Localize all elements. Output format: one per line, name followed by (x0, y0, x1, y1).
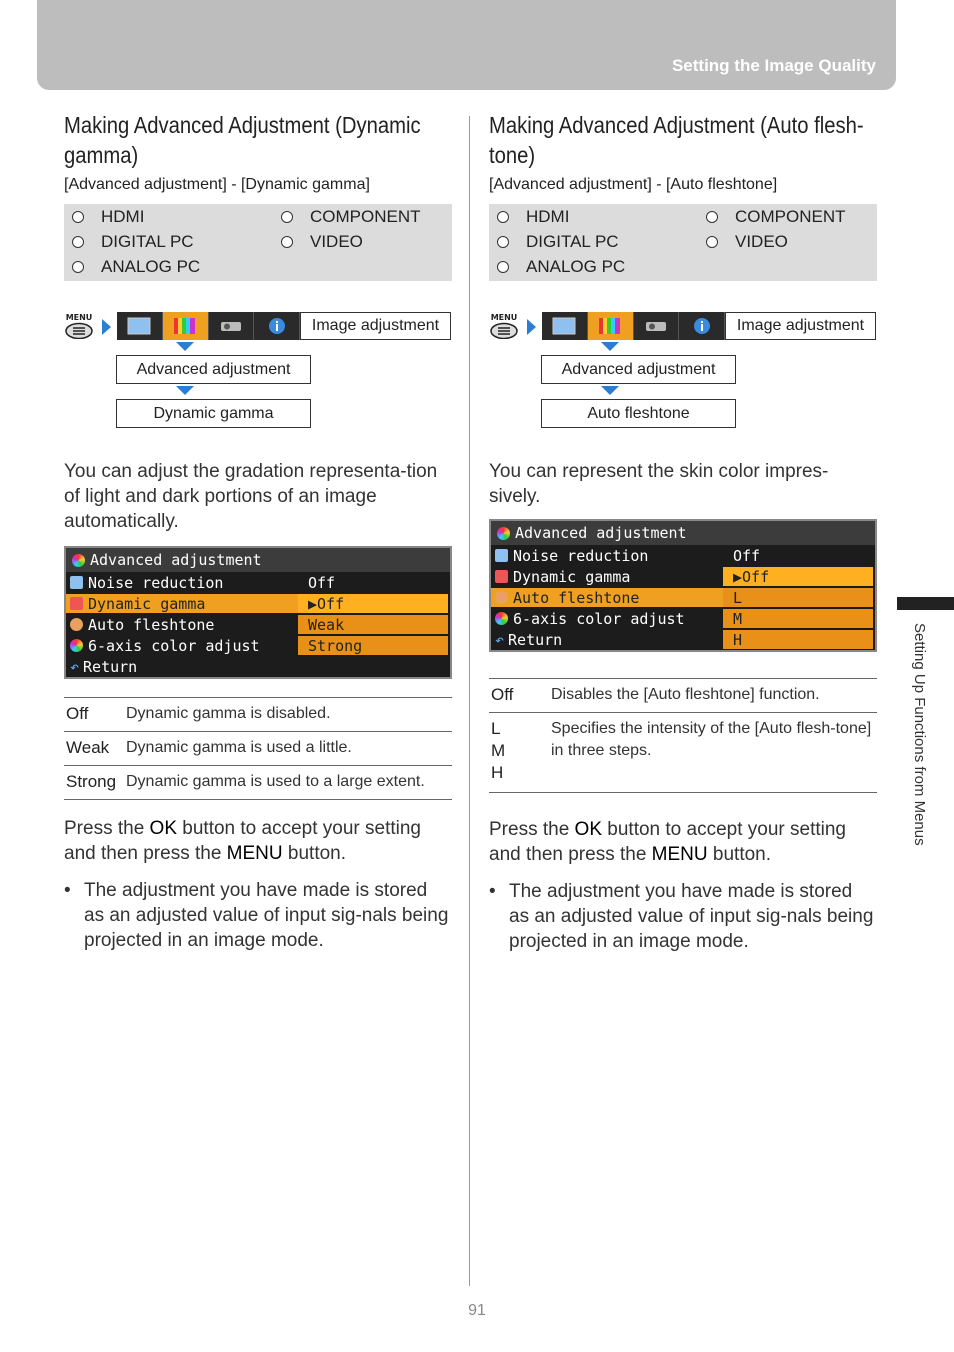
input-analog-pc: ANALOG PC (497, 255, 625, 279)
input-digital-pc: DIGITAL PC (497, 230, 619, 254)
arrow-down-icon (601, 386, 619, 395)
press-instructions: Press the OK button to accept your setting and then press the MENU button. (489, 819, 846, 865)
menu-step-target: Auto fleshtone (541, 399, 736, 428)
menu-path-text: [Advanced adjustment] - [Auto fleshtone] (489, 176, 778, 193)
gamma-icon (495, 570, 508, 583)
radio-icon (72, 211, 84, 223)
input-analog-pc: ANALOG PC (72, 255, 200, 279)
osd-row: ↶ Return H (491, 629, 875, 650)
input-hdmi: HDMI (72, 205, 144, 229)
tab-info-icon (679, 312, 725, 340)
osd-row: Dynamic gamma ▶ Off (491, 566, 875, 587)
tab-screen-icon (117, 312, 163, 340)
input-video: VIDEO (706, 230, 788, 254)
menu-navigation-diagram (64, 309, 452, 439)
options-table (489, 678, 877, 793)
note-bullet: • The adjustment you have made is stored as an adjusted value of input sig-nals being projected in an image mode. (489, 881, 874, 952)
radio-icon (281, 236, 293, 248)
menu-path-text: [Advanced adjustment] - [Dynamic gamma] (64, 176, 370, 193)
table-row: Off Dynamic gamma is disabled. (64, 698, 452, 732)
svg-text:MENU: MENU (65, 313, 93, 322)
radio-icon (72, 261, 84, 273)
osd-menu-screenshot (64, 546, 452, 679)
press-instructions: Press the OK button to accept your setting and then press the MENU button. (64, 818, 421, 864)
face-icon (70, 618, 83, 631)
menu-step-target: Dynamic gamma (116, 399, 311, 428)
tab-image-adjust-icon (588, 312, 634, 340)
menu-button-icon (489, 313, 519, 339)
radio-icon (72, 236, 84, 248)
arrow-down-icon (176, 342, 194, 351)
section-dynamic-gamma (64, 110, 452, 953)
chapter-tab-marker (897, 597, 954, 610)
note-bullet: • The adjustment you have made is stored as an adjusted value of input sig-nals being projected in an image mode. (64, 880, 449, 951)
color-wheel-icon (497, 527, 510, 540)
tab-label-box: Image adjustment (300, 312, 451, 340)
osd-row: Noise reduction Off (491, 545, 875, 566)
radio-icon (497, 236, 509, 248)
tab-info-icon (254, 312, 300, 340)
tab-label-box: Image adjustment (725, 312, 876, 340)
menu-navigation-diagram (489, 309, 877, 439)
osd-row-selected: Dynamic gamma ▶ Off (66, 593, 450, 614)
color-axis-icon (495, 612, 508, 625)
description: You can adjust the gradation representa-tion of light and dark portions of an image automatically. (64, 461, 438, 532)
svg-text:MENU: MENU (490, 313, 518, 322)
osd-row: ↶ Return (70, 657, 138, 676)
menu-step-advanced: Advanced adjustment (116, 355, 311, 384)
arrow-right-icon (102, 319, 111, 335)
menu-button-icon (64, 313, 94, 339)
table-row: Strong Dynamic gamma is used to a large extent. (64, 766, 452, 800)
radio-icon (706, 211, 718, 223)
input-component: COMPONENT (706, 205, 846, 229)
osd-row: 6-axis color adjust Strong (66, 635, 450, 656)
input-signals-box (64, 204, 452, 281)
osd-row: Auto fleshtone Weak (66, 614, 450, 635)
table-row: Off Disables the [Auto fleshtone] function. (489, 679, 877, 713)
radio-icon (706, 236, 718, 248)
menu-tabs (117, 312, 300, 340)
color-axis-icon (70, 639, 83, 652)
input-video: VIDEO (281, 230, 363, 254)
arrow-down-icon (176, 386, 194, 395)
header-title: Setting the Image Quality (671, 56, 876, 75)
noise-icon (70, 576, 83, 589)
table-row: L M H Specifies the intensity of the [Auto flesh-tone] in three steps. (489, 713, 877, 793)
return-icon: ↶ (495, 630, 505, 649)
description: You can represent the skin color impres-sively. (489, 461, 829, 507)
noise-icon (495, 549, 508, 562)
osd-row: Noise reduction Off (66, 572, 450, 593)
options-table (64, 697, 452, 800)
table-row: Weak Dynamic gamma is used a little. (64, 732, 452, 766)
radio-icon (497, 211, 509, 223)
osd-row-selected: Auto fleshtone L (491, 587, 875, 608)
input-digital-pc: DIGITAL PC (72, 230, 194, 254)
input-signals-box (489, 204, 877, 281)
gamma-icon (70, 597, 83, 610)
osd-title: Advanced adjustment (66, 548, 450, 572)
tab-projector-icon (209, 312, 255, 340)
radio-icon (281, 211, 293, 223)
tab-image-adjust-icon (163, 312, 209, 340)
menu-step-advanced: Advanced adjustment (541, 355, 736, 384)
color-wheel-icon (72, 554, 85, 567)
play-icon: ▶ (733, 567, 743, 586)
column-divider (469, 116, 470, 1286)
chapter-side-label: Setting Up Functions from Menus (911, 623, 928, 846)
tab-screen-icon (542, 312, 588, 340)
section-title: Making Advanced Adjustment (Dynamic gamma) (64, 112, 421, 168)
page-number: 91 (468, 1302, 486, 1319)
play-icon: ▶ (308, 594, 318, 613)
face-icon (495, 591, 508, 604)
arrow-down-icon (601, 342, 619, 351)
osd-title: Advanced adjustment (491, 521, 875, 545)
radio-icon (497, 261, 509, 273)
section-auto-fleshtone (489, 110, 877, 954)
header-band (37, 0, 896, 90)
osd-row: 6-axis color adjust M (491, 608, 875, 629)
input-component: COMPONENT (281, 205, 421, 229)
osd-menu-screenshot (489, 519, 877, 652)
tab-projector-icon (634, 312, 680, 340)
input-hdmi: HDMI (497, 205, 569, 229)
menu-tabs (542, 312, 725, 340)
arrow-right-icon (527, 319, 536, 335)
section-title: Making Advanced Adjustment (Auto flesh-tone) (489, 112, 864, 168)
return-icon: ↶ (70, 657, 80, 676)
